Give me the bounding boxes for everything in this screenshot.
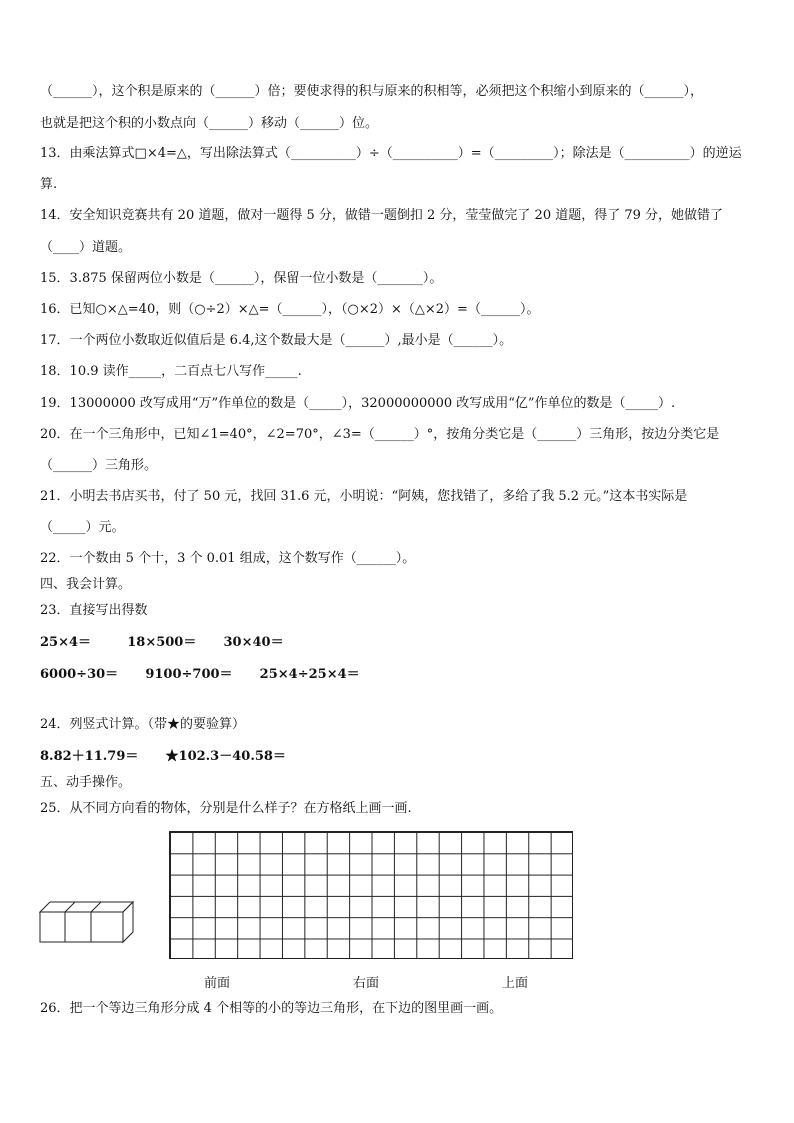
q13-line-2: 算.: [40, 177, 58, 192]
q16-line: 16．已知○×△=40，则（○÷2）×△=（______），（○×2）×（△×2）=（______）。: [40, 302, 540, 317]
q15-line: 15．3.875 保留两位小数是（______），保留一位小数是（_______）。: [40, 271, 443, 286]
top-view-label: 上面: [502, 976, 529, 991]
q26-title: 26．把一个等边三角形分成 4 个相等的小的等边三角形，在下边的图里画一画。: [40, 1001, 503, 1016]
q21-line-1: 21．小明去书店买书，付了 50 元，找回 31.6 元，小明说：“阿姨，您找错了，多给了我 5.2 元。”这本书实际是: [40, 489, 688, 504]
q22-line: 22．一个数由 5 个十，3 个 0.01 组成，这个数写作（______）。: [40, 551, 416, 566]
right-view-label: 右面: [353, 976, 380, 991]
q25-title: 25．从不同方向看的物体，分别是什么样子？在方格纸上画一画.: [40, 801, 412, 816]
q24-expressions: 8.82＋11.79＝ ★102.3－40.58＝: [40, 749, 286, 764]
q23-row-2: 6000÷30＝ 9100÷700＝ 25×4÷25×4＝: [40, 667, 360, 682]
q18-line: 18．10.9 读作_____，二百点七八写作_____.: [40, 364, 302, 379]
q21-line-2: （_____）元。: [40, 520, 125, 535]
cube-object-figure: [38, 898, 138, 948]
q20-line-2: （______）三角形。: [40, 458, 158, 473]
q23-row-1: 25×4＝ 18×500＝ 30×40＝: [40, 635, 284, 650]
q13-line-1: 13．由乘法算式□×4=△，写出除法算式（__________）÷（__________）=（_________）；除法是（__________）的逆运: [40, 146, 742, 161]
q19-line: 19．13000000 改写成用“万”作单位的数是（_____），32000000000 改写成用“亿”作单位的数是（_____）.: [40, 396, 676, 411]
drawing-grid[interactable]: [169, 831, 573, 959]
q12-line-2: 也就是把这个积的小数点向（______）移动（______）位。: [40, 116, 379, 131]
q14-line-2: （____）道题。: [40, 240, 132, 255]
q17-line: 17．一个两位小数取近似值后是 6.4,这个数最大是（______）,最小是（______）。: [40, 333, 513, 348]
q12-line-1: （______），这个积是原来的（______）倍；要使求得的积与原来的积相等，必须把这个积缩小到原来的（______），: [40, 84, 704, 99]
q20-line-1: 20．在一个三角形中，已知∠1=40°，∠2=70°，∠3=（______）°，按角分类它是（______）三角形，按边分类它是: [40, 427, 720, 442]
q23-title: 23．直接写出得数: [40, 603, 148, 618]
q14-line-1: 14．安全知识竞赛共有 20 道题，做对一题得 5 分，做错一题倒扣 2 分，莹莹做完了 20 道题，得了 79 分，她做错了: [40, 208, 724, 223]
front-view-label: 前面: [204, 976, 231, 991]
q24-title: 24．列竖式计算。（带★的要验算）: [40, 717, 246, 732]
section-5-heading: 五、动手操作。: [40, 775, 132, 790]
section-4-heading: 四、我会计算。: [40, 577, 132, 592]
